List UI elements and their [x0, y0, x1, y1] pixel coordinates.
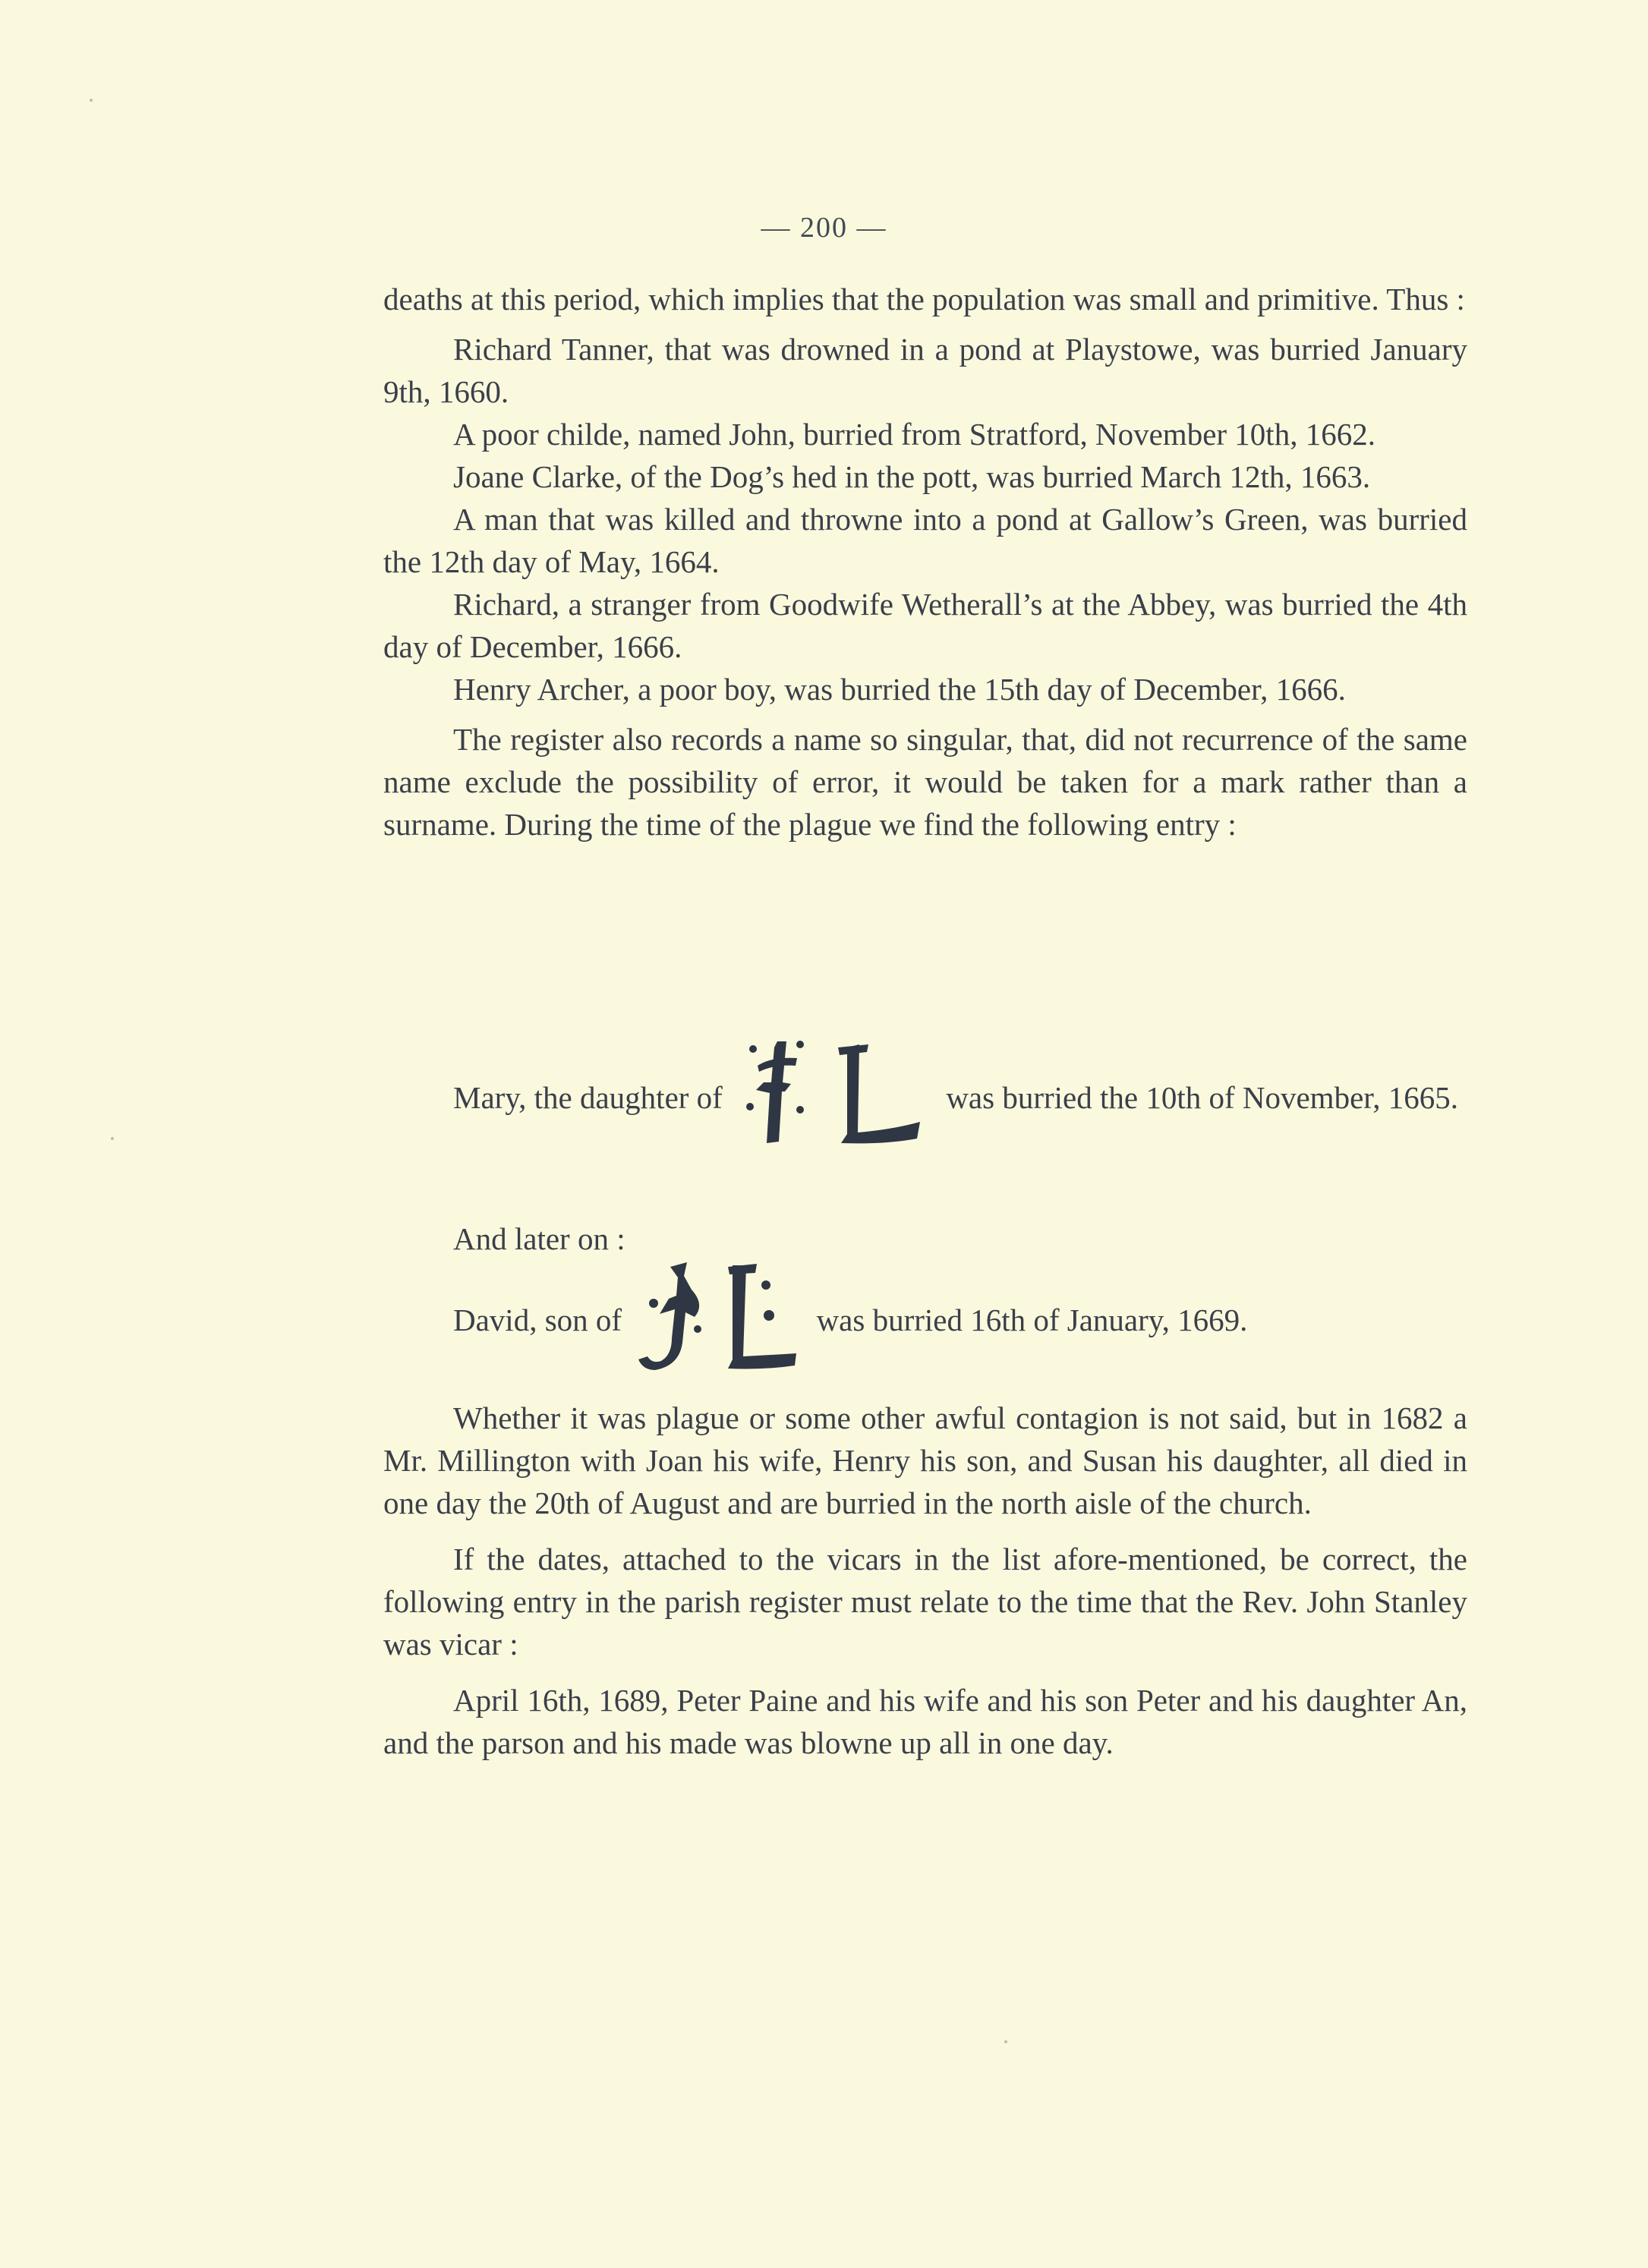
- paper-speck: [111, 1137, 114, 1140]
- paragraph: [383, 1074, 1467, 1121]
- page-number: — 200 —: [761, 212, 887, 244]
- paragraph: If the dates, attached to the vicars in the list afore-mentioned, be correct, the following entry in the parish register must relate to the time that the Rev. John Stanley was vicar :: [383, 1542, 1467, 1662]
- david-entry: [383, 1296, 1467, 1343]
- text-column: [383, 278, 1467, 846]
- paragraph: April 16th, 1689, Peter Paine and his wife and his son Peter and his daughter An, and the parson and his made was blowne up all in one day.: [383, 1683, 1467, 1760]
- paragraph: A poor childe, named John, burried from Stratford, November 10th, 1662.: [453, 417, 1375, 452]
- paragraph: Whether it was plague or some other awful contagion is not said, but in 1682 a Mr. Millington with Joan his wife, Henry his son, and Susan his daughter, all died in one day the 20th of August and are burried in the north aisle of the church.: [383, 1400, 1467, 1520]
- je-mark-icon: [635, 1259, 802, 1373]
- paragraph: And later on :: [453, 1221, 625, 1256]
- entry-text: Mary, the daughter of: [453, 1080, 723, 1115]
- paper-speck: [90, 99, 93, 102]
- paragraph: The register also records a name so singular, that, did not recurrence of the same name exclude the possibility of error, it would be taken for a mark rather than a surname. During the time of the plague we find the following entry :: [383, 722, 1467, 842]
- entry-text: was burried the 10th of November, 1665.: [946, 1080, 1459, 1115]
- paragraph: A man that was killed and throwne into a pond at Gallow’s Green, was burried the 12th day of May, 1664.: [383, 502, 1467, 579]
- paragraph: Joane Clarke, of the Dog’s hed in the pott, was burried March 12th, 1663.: [453, 459, 1371, 494]
- fe-mark-icon: [741, 1037, 931, 1151]
- paragraph: [383, 1296, 1467, 1343]
- entry-text: David, son of: [453, 1303, 622, 1337]
- paragraph: Richard, a stranger from Goodwife Wetherall’s at the Abbey, was burried the 4th day of December, 1666.: [383, 587, 1467, 664]
- text-column-lower: [383, 1397, 1467, 1764]
- later-entry: [383, 1217, 1467, 1260]
- paragraph: Henry Archer, a poor boy, was burried the 15th day of December, 1666.: [453, 672, 1346, 707]
- paragraph: Richard Tanner, that was drowned in a pond at Playstowe, was burried January 9th, 1660.: [383, 332, 1467, 409]
- paragraph: deaths at this period, which implies that the population was small and primitive. Thus :: [383, 282, 1465, 317]
- mary-entry: [383, 1074, 1467, 1121]
- entry-text: was burried 16th of January, 1669.: [816, 1303, 1248, 1337]
- paper-speck: [1004, 2040, 1007, 2043]
